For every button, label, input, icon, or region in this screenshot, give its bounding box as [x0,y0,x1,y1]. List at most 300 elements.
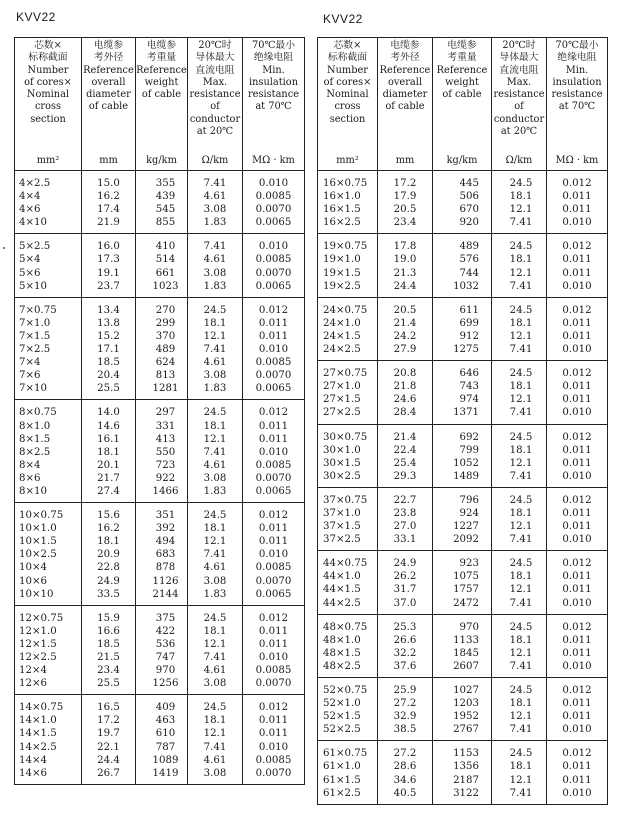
cell-outer-diameter [378,424,433,487]
cell-value: 0.011 [562,634,592,646]
header-text: at 20℃ [500,126,538,138]
cell-min-insulation [547,551,608,614]
header-text: mm² [336,154,359,166]
cell-value: 21.3 [393,267,417,279]
cell-value: 24.5 [509,368,533,380]
cell-min-insulation [547,171,608,234]
cell-value: 4.61 [203,562,227,574]
cell-value: 1133 [453,634,479,646]
cell-value: 506 [459,191,479,203]
cell-value: 12×0.75 [19,612,64,624]
cell-value: 21.4 [393,317,417,329]
cell-value: 422 [155,625,176,637]
cell-value: 24.5 [509,685,533,696]
cell-value: 0.012 [562,178,592,189]
cell-value: 18.1 [509,381,533,393]
right-table-title: KVV22 [323,12,363,26]
cell-value: 24×1.5 [323,330,361,342]
cell-value: 27×2.5 [323,407,361,419]
cell-value: 4×2.5 [19,178,51,189]
cell-value: 351 [155,510,176,522]
cell-value: 514 [155,254,176,266]
cell-value: 923 [459,558,479,570]
cell-value: 18.1 [509,761,533,773]
cell-value: 8×2.5 [19,446,51,458]
cell-value: 0.0065 [255,588,292,600]
header-text: cross [34,101,62,113]
cell-value: 17.2 [393,178,417,189]
cell-value: 25.5 [97,678,120,690]
cell-value: 19×0.75 [323,241,368,253]
cell-max-resistance [188,234,243,297]
cell-value: 24.5 [203,510,227,522]
cell-value: 5×6 [19,267,41,279]
cell-weight [433,678,492,741]
cell-value: 52×2.5 [323,724,361,736]
cell-value: 15.0 [97,178,120,189]
cell-outer-diameter [82,695,136,785]
cell-value: 18.1 [509,634,533,646]
cell-value: 7×10 [19,383,47,395]
cell-weight [136,234,188,297]
cell-min-insulation [547,678,608,741]
cell-value: 1075 [453,571,479,583]
cell-value: 3.08 [203,204,227,216]
cell-value: 1256 [152,678,179,690]
cell-value: 12.1 [203,638,227,650]
cell-cores-section [15,297,82,400]
cell-weight [136,400,188,503]
cell-max-resistance [492,234,547,297]
cell-value: 26.2 [393,571,417,583]
cell-value: 7.41 [203,549,227,561]
cell-max-resistance [188,605,243,695]
cell-value: 33.5 [97,588,120,600]
cell-value: 1052 [453,457,479,469]
cell-value: 48×2.5 [323,660,361,672]
table-row-group [15,234,305,297]
cell-value: 0.0070 [255,678,292,690]
cell-value: 1466 [152,485,179,497]
cell-value: 14×0.75 [19,702,64,714]
cell-value: 20.8 [393,368,417,380]
cell-value: 24.5 [509,431,533,443]
cell-value: 0.0070 [255,370,292,382]
cell-min-insulation [243,234,305,297]
cell-value: 610 [155,728,176,740]
cell-value: 27.2 [393,748,417,760]
cell-cores-section [15,605,82,695]
cell-value: 0.0085 [255,754,292,766]
header-text: insulation [552,76,602,88]
cell-value: 31.7 [393,584,417,596]
cell-value: 18.1 [203,625,227,637]
cell-value: 23.7 [97,280,120,292]
cell-value: 24×1.0 [323,317,361,329]
cell-value: 25.4 [393,457,417,469]
cell-value: 0.010 [562,217,592,229]
header-text: of cable [88,101,129,113]
header-min-insulation [243,38,305,171]
cell-value: 15.9 [97,612,120,624]
header-text: conductor [493,113,545,125]
cell-value: 0.010 [258,446,289,458]
cell-value: 23.8 [393,507,417,519]
cell-max-resistance [492,171,547,234]
cell-value: 0.011 [562,711,592,723]
cell-value: 21.7 [97,472,120,484]
cell-value: 44×1.0 [323,571,361,583]
header-text: cross [334,101,361,113]
cell-value: 0.011 [562,330,592,342]
header-text: of cores× [24,76,72,88]
header-text: at 70℃ [558,101,596,113]
cell-value: 18.1 [509,507,533,519]
cell-value: 7×4 [19,357,41,369]
cell-value: 24.5 [203,407,227,419]
cell-value: 8×10 [19,485,47,497]
cell-value: 24.5 [509,748,533,760]
table-row-group [318,361,608,424]
cell-value: 0.010 [562,344,592,356]
cell-value: 19.0 [393,254,417,266]
cell-value: 3.08 [203,267,227,279]
cell-value: 8×1.0 [19,420,51,432]
header-text: Max. [202,76,228,88]
header-text: weight [144,76,179,88]
cell-value: 30×2.5 [323,470,361,482]
cell-value: 0.011 [258,420,289,432]
header-weight [433,38,492,171]
cell-value: 27.2 [393,698,417,710]
cell-value: 1419 [152,767,179,779]
cell-value: 10×10 [19,588,54,600]
cell-value: 536 [155,638,176,650]
cell-cores-section [318,234,378,297]
header-text: of [514,101,524,113]
cell-value: 12.1 [203,433,227,445]
cell-value: 18.1 [509,191,533,203]
header-text: 考重量 [146,52,177,64]
cell-value: 7.41 [509,470,533,482]
header-text: 70℃最小 [251,40,296,51]
cell-weight [433,614,492,677]
cell-value: 550 [155,446,176,458]
cell-max-resistance [492,424,547,487]
cell-value: 1027 [453,685,479,696]
header-text: 考外径 [93,52,124,64]
header-text: Reference [83,64,134,76]
cell-value: 1032 [453,280,479,292]
cell-value: 974 [459,394,479,406]
cell-cores-section [15,171,82,234]
cell-outer-diameter [82,400,136,503]
cell-max-resistance [492,678,547,741]
cell-value: 2607 [453,660,479,672]
cell-value: 37×1.5 [323,521,361,533]
cell-value: 19.7 [97,728,120,740]
cell-min-insulation [547,741,608,804]
cell-value: 1089 [152,754,179,766]
cell-max-resistance [492,551,547,614]
header-max-resistance [188,38,243,171]
header-text: Number [327,64,368,76]
cell-value: 48×0.75 [323,621,368,633]
cell-min-insulation [243,171,305,234]
cell-value: 0.011 [258,523,289,535]
cell-value: 661 [155,267,176,279]
cell-value: 1.83 [203,383,227,395]
cell-value: 61×1.5 [323,774,361,786]
header-text: kg/km [146,154,177,166]
cell-value: 18.1 [509,698,533,710]
header-text: 绝缘电阻 [253,52,294,64]
cell-value: 16×1.0 [323,191,361,203]
cell-value: 0.012 [258,304,289,316]
cell-cores-section [318,551,378,614]
cell-value: 7×1.0 [19,317,51,329]
cell-cores-section [15,400,82,503]
cell-value: 27.9 [393,344,417,356]
header-text: Nominal [26,89,70,101]
cell-value: 12×6 [19,678,47,690]
header-text: of cable [442,89,482,101]
cell-value: 392 [155,523,176,535]
cell-outer-diameter [378,678,433,741]
cell-min-insulation [547,487,608,550]
cell-value: 3122 [453,787,479,799]
cell-value: 37×2.5 [323,534,361,546]
cell-value: 24.4 [393,280,417,292]
cell-value: 0.011 [258,638,289,650]
cell-value: 0.011 [562,254,592,266]
header-text: Reference [436,64,488,76]
header-text: resistance [493,89,545,101]
cell-value: 331 [155,420,176,432]
cell-weight [433,297,492,360]
cell-value: 32.9 [393,711,417,723]
cell-value: 1489 [453,470,479,482]
cell-value: 0.011 [562,521,592,533]
cell-outer-diameter [378,171,433,234]
cell-outer-diameter [82,605,136,695]
cell-value: 1.83 [203,588,227,600]
cell-weight [136,695,188,785]
cell-value: 16.5 [97,702,120,714]
cell-value: 37.6 [393,660,417,672]
cell-cores-section [15,503,82,606]
cell-value: 12.1 [509,584,533,596]
cell-value: 7.41 [203,344,227,356]
cell-value: 970 [459,621,479,633]
cell-value: 24.2 [393,330,417,342]
table-row-group [318,487,608,550]
cell-value: 3.08 [203,767,227,779]
cell-value: 22.1 [97,741,120,753]
cell-value: 27×0.75 [323,368,368,380]
cell-value: 12.1 [509,774,533,786]
cell-value: 0.0085 [255,562,292,574]
header-text: Ω/km [201,154,229,166]
right-spec-table [317,37,608,805]
cell-value: 4×10 [19,217,47,229]
cell-value: 7×1.5 [19,330,51,342]
header-text: kg/km [446,154,478,166]
cell-value: 24.5 [203,702,227,714]
cell-value: 18.1 [203,715,227,727]
header-text: 绝缘电阻 [557,52,597,64]
cell-value: 2767 [453,724,479,736]
cell-value: 646 [459,368,479,380]
cell-value: 0.010 [562,280,592,292]
cell-value: 61×0.75 [323,748,368,760]
cell-value: 23.4 [393,217,417,229]
header-text: resistance [247,89,300,101]
cell-value: 23.4 [97,665,120,677]
cell-value: 0.011 [562,647,592,659]
cell-value: 18.5 [97,638,120,650]
cell-min-insulation [547,614,608,677]
cell-value: 13.8 [97,317,120,329]
cell-value: 297 [155,407,176,419]
cell-value: 0.011 [562,394,592,406]
cell-value: 1275 [453,344,479,356]
cell-value: 1023 [152,280,179,292]
cell-value: 0.011 [258,715,289,727]
header-text: resistance [551,89,603,101]
cell-value: 912 [459,330,479,342]
header-text: 70℃最小 [555,40,599,51]
header-text: resistance [189,89,241,101]
cell-value: 355 [155,178,176,189]
cell-value: 12.1 [509,330,533,342]
header-text: of cable [141,89,182,101]
header-text: 直流电阻 [195,64,235,76]
cell-value: 2092 [453,534,479,546]
cell-value: 0.011 [562,584,592,596]
cell-value: 52×1.5 [323,711,361,723]
cell-value: 24.9 [393,558,417,570]
cell-value: 3.08 [203,472,227,484]
cell-value: 4.61 [203,665,227,677]
cell-min-insulation [547,424,608,487]
cell-value: 26.7 [97,767,120,779]
cell-max-resistance [492,487,547,550]
table-row-group [318,171,608,234]
cell-value: 743 [459,381,479,393]
cell-value: 970 [155,665,176,677]
cell-value: 1126 [152,575,179,587]
cell-weight [433,361,492,424]
cell-value: 0.011 [258,536,289,548]
cell-value: 44×1.5 [323,584,361,596]
cell-cores-section [318,361,378,424]
cell-value: 5×4 [19,254,41,266]
cell-outer-diameter [378,614,433,677]
cell-max-resistance [492,361,547,424]
cell-value: 16.0 [97,241,120,253]
cell-value: 0.010 [258,652,289,663]
table-row-group [15,400,305,503]
header-text: 考重量 [447,52,477,64]
cell-value: 0.0070 [255,472,292,484]
header-text: overall [91,76,126,88]
cell-value: 1.83 [203,280,227,292]
table-row-group [15,503,305,606]
cell-value: 924 [459,507,479,519]
cell-value: 611 [459,304,479,316]
cell-value: 14×6 [19,767,47,779]
cell-value: 920 [459,217,479,229]
cell-value: 0.010 [562,787,592,799]
cell-value: 922 [155,472,176,484]
cell-cores-section [15,695,82,785]
cell-min-insulation [243,605,305,695]
cell-value: 0.010 [562,597,592,609]
cell-value: 0.011 [562,381,592,393]
cell-value: 7×2.5 [19,344,51,356]
header-text: 直流电阻 [499,64,539,76]
cell-value: 299 [155,317,176,329]
cell-weight [136,297,188,400]
cell-value: 7.41 [509,787,533,799]
cell-value: 0.012 [562,685,592,696]
cell-value: 24.5 [203,304,227,316]
cell-value: 17.1 [97,344,120,356]
cell-value: 8×0.75 [19,407,57,419]
cell-value: 16×0.75 [323,178,368,189]
cell-value: 7.41 [509,597,533,609]
cell-value: 12.1 [203,536,227,548]
cell-value: 813 [155,370,176,382]
cell-value: 0.010 [562,660,592,672]
header-text: 电缆参 [146,40,177,51]
cell-value: 24.4 [97,754,120,766]
cell-value: 855 [155,217,176,229]
cell-value: 22.4 [393,444,417,456]
cell-outer-diameter [378,297,433,360]
cell-value: 0.010 [562,407,592,419]
cell-value: 439 [155,191,176,203]
header-min-insulation [547,38,608,171]
cell-min-insulation [547,234,608,297]
header-text: of cores× [323,76,372,88]
header-text: weight [445,76,479,88]
header-text: diameter [382,89,428,101]
cell-value: 15.6 [97,510,120,522]
table-row-group [318,741,608,804]
cell-value: 20.9 [97,549,120,561]
cell-value: 17.8 [393,241,417,253]
cell-value: 20.4 [97,370,120,382]
cell-value: 7.41 [509,534,533,546]
header-text: 电缆参 [93,40,124,51]
cell-value: 10×1.5 [19,536,57,548]
cell-value: 18.1 [203,420,227,432]
cell-value: 0.011 [562,761,592,773]
left-table-title: KVV22 [16,10,56,24]
header-text: mm [395,154,415,166]
cell-value: 12.1 [203,728,227,740]
cell-value: 10×2.5 [19,549,57,561]
table-row-group [318,297,608,360]
cell-value: 4.61 [203,254,227,266]
header-text: 20℃时 [502,40,536,51]
header-text: 标称截面 [327,52,368,64]
cell-value: 7.41 [509,724,533,736]
cell-value: 20.5 [393,204,417,216]
cell-min-insulation [243,695,305,785]
